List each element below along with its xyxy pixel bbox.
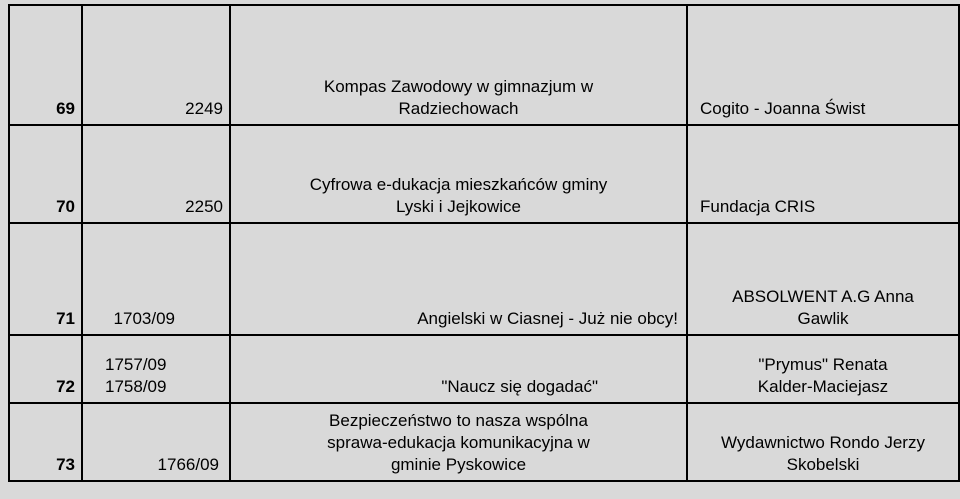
organization-line: Fundacja CRIS xyxy=(700,197,816,216)
table-row xyxy=(9,223,959,335)
organization-cell[interactable] xyxy=(687,223,959,335)
title-line: gminie Pyskowice xyxy=(390,455,527,474)
application-number-cell[interactable]: 1703/09 xyxy=(82,223,230,335)
title-line: "Naucz się dogadać" xyxy=(441,377,598,396)
project-title-cell[interactable] xyxy=(230,125,687,223)
title-line: sprawa-edukacja komunikacyjna w xyxy=(327,433,590,452)
project-title-cell[interactable] xyxy=(230,223,687,335)
organization-line: "Prymus" Renata xyxy=(758,355,888,374)
application-number-cell[interactable]: 2250 xyxy=(82,125,230,223)
table-row xyxy=(9,335,959,403)
table-row xyxy=(9,403,959,481)
table-row xyxy=(9,125,959,223)
row-number-cell[interactable]: 70 xyxy=(9,125,82,223)
organization-cell[interactable] xyxy=(687,5,959,125)
title-line: Bezpieczeństwo to nasza wspólna xyxy=(329,411,588,430)
title-line: Cyfrowa e-dukacja mieszkańców gminy xyxy=(309,175,608,194)
organization-line: Wydawnictwo Rondo Jerzy xyxy=(721,433,925,452)
application-number-cell[interactable]: 2249 xyxy=(82,5,230,125)
project-title-cell[interactable] xyxy=(230,403,687,481)
row-number-cell[interactable]: 73 xyxy=(9,403,82,481)
title-line: Kompas Zawodowy w gimnazjum w xyxy=(323,77,594,96)
table-row xyxy=(9,5,959,125)
organization-line: ABSOLWENT A.G Anna xyxy=(732,287,914,306)
application-number-cell[interactable]: 1757/09 1758/09 xyxy=(82,335,230,403)
row-number-cell[interactable]: 69 xyxy=(9,5,82,125)
organization-cell[interactable] xyxy=(687,125,959,223)
organization-line: Skobelski xyxy=(786,455,860,474)
organization-line: Gawlik xyxy=(797,309,849,328)
title-line: Radziechowach xyxy=(398,99,519,118)
organization-line: Cogito - Joanna Świst xyxy=(700,99,866,118)
organization-cell[interactable] xyxy=(687,403,959,481)
row-number-cell[interactable]: 71 xyxy=(9,223,82,335)
row-number-cell[interactable]: 72 xyxy=(9,335,82,403)
application-number-cell[interactable]: 1766/09 xyxy=(82,403,230,481)
organization-line: Kalder-Maciejasz xyxy=(757,377,889,396)
project-title-cell[interactable] xyxy=(230,5,687,125)
organization-cell[interactable] xyxy=(687,335,959,403)
title-line: Lyski i Jejkowice xyxy=(395,197,522,216)
title-line: Angielski w Ciasnej - Już nie obcy! xyxy=(417,309,678,328)
project-title-cell[interactable] xyxy=(230,335,687,403)
projects-table xyxy=(8,4,960,482)
